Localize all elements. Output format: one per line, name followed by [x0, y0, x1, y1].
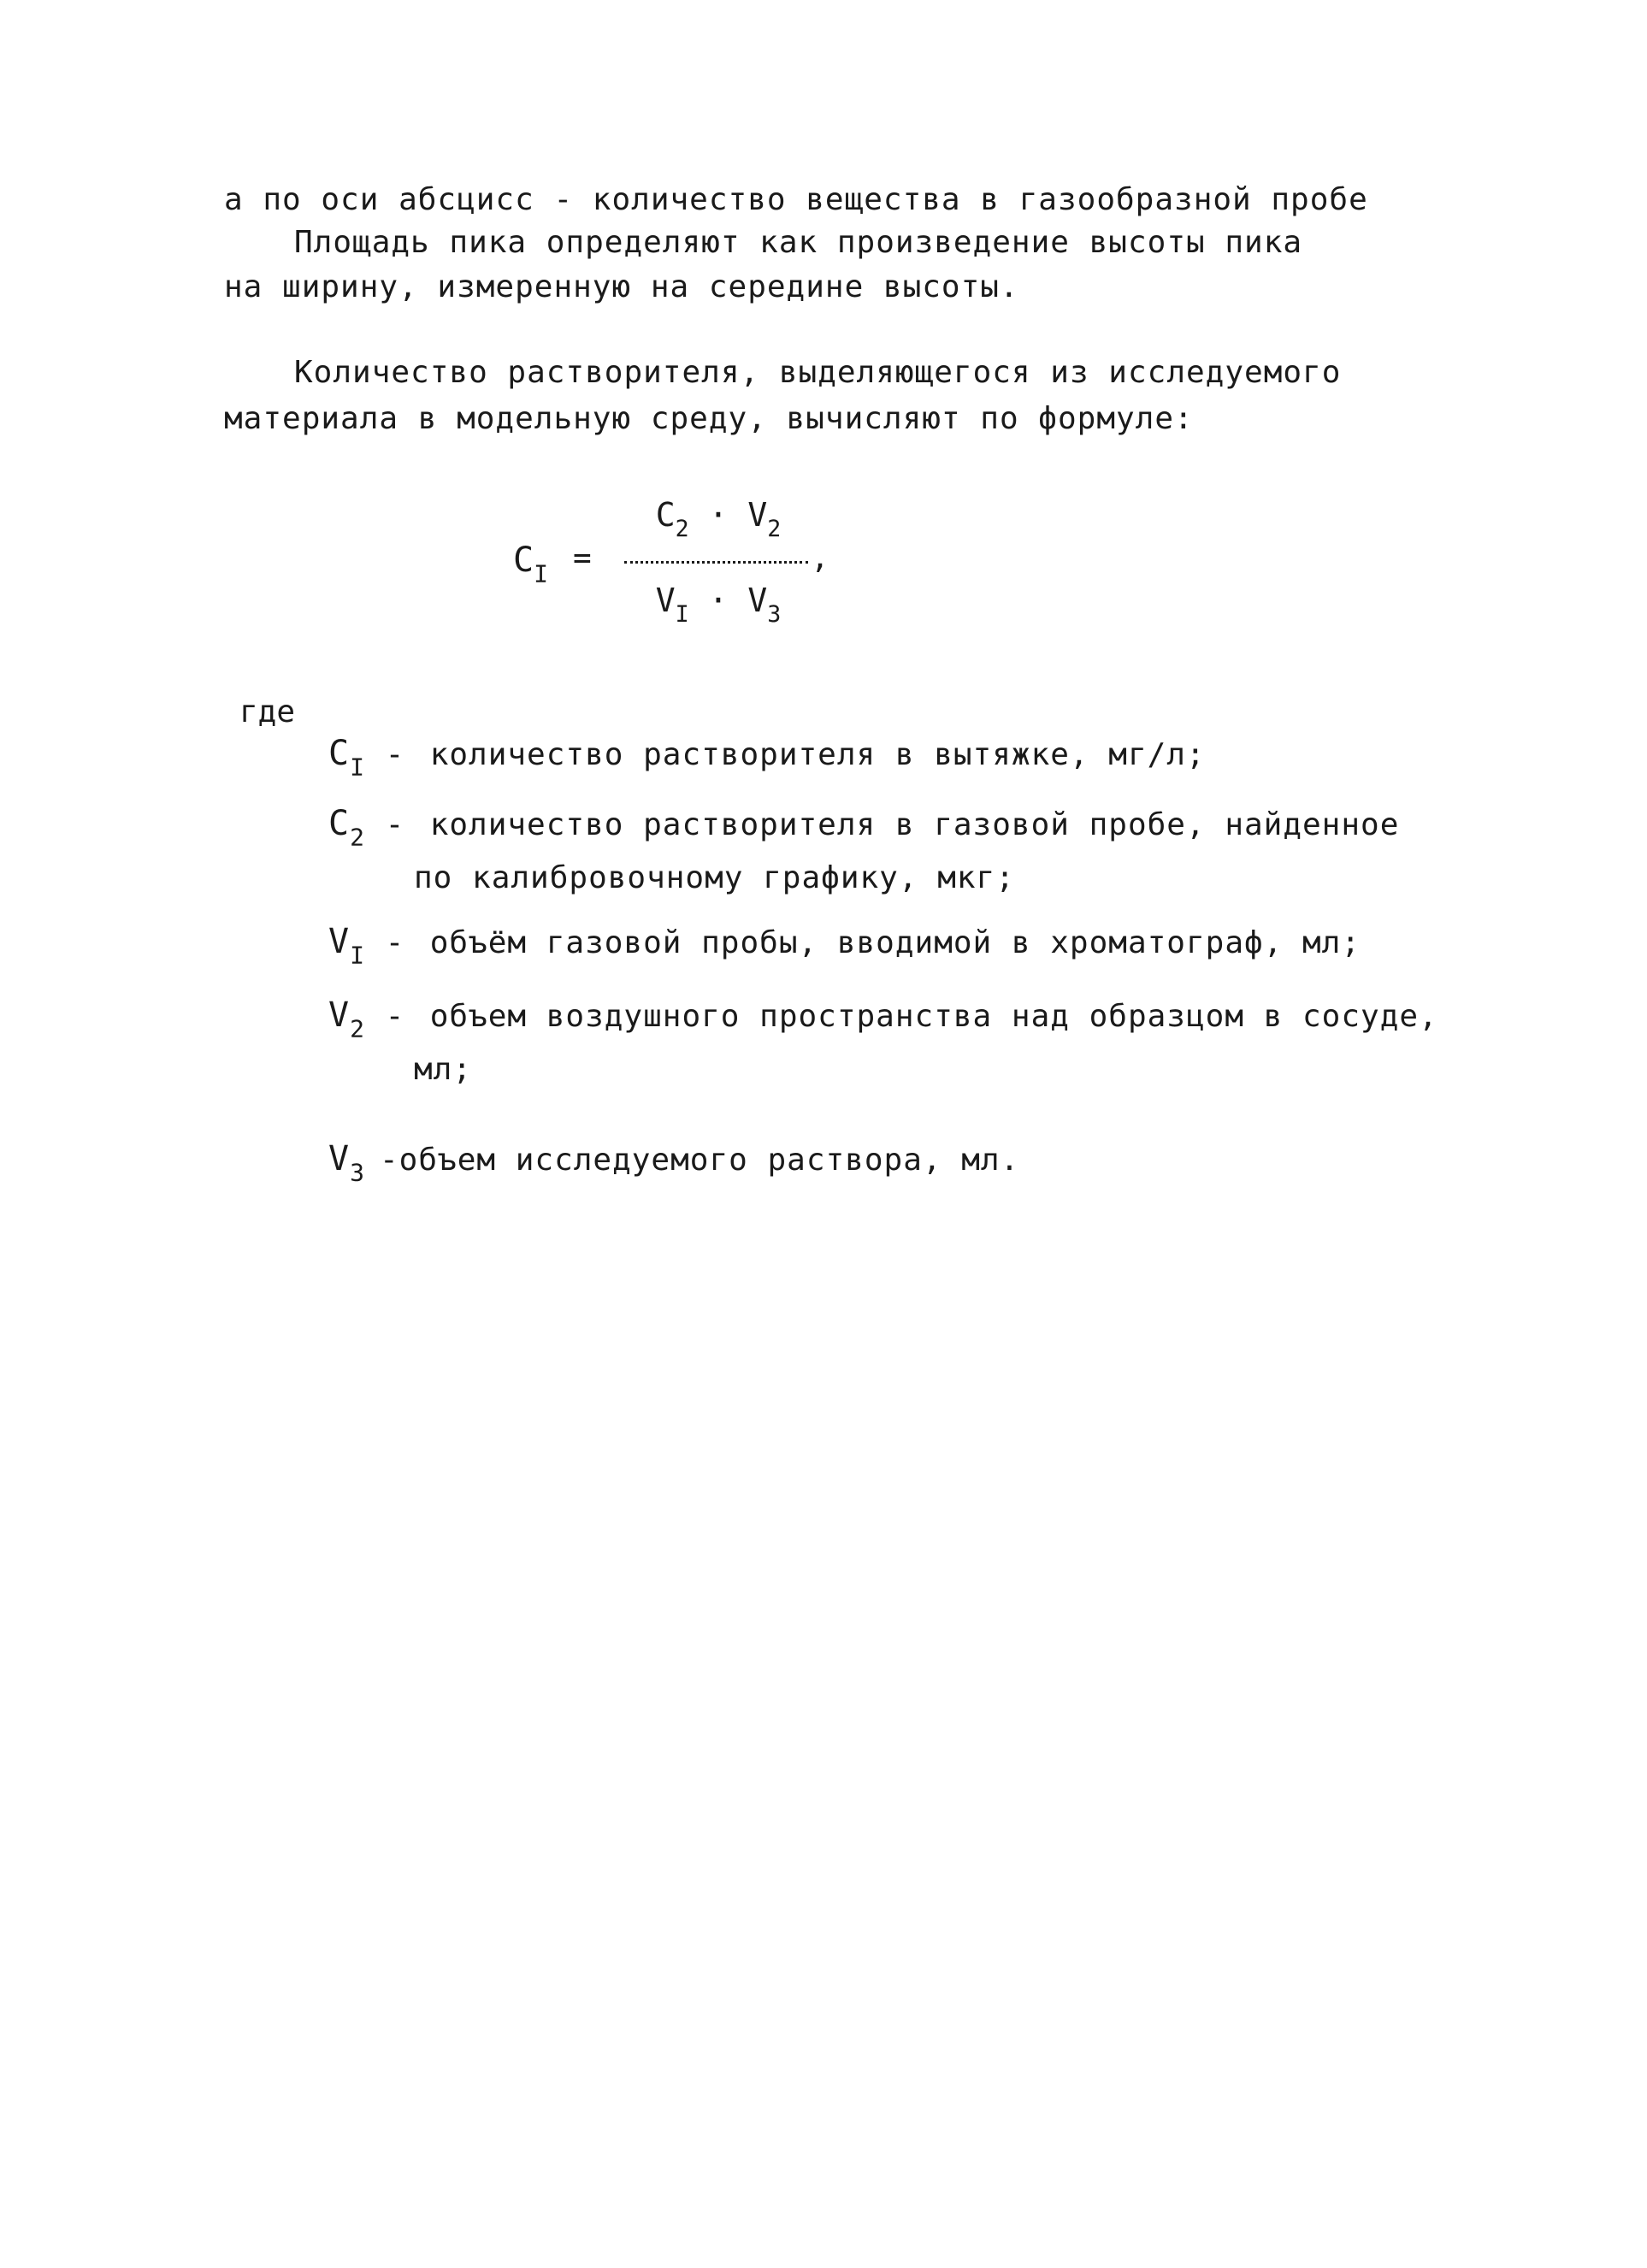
definition-v1: $V_I$ - объём газовой пробы, вводимой в хроматограф, мл; — [328, 922, 1361, 970]
formula-denominator: $V_I \cdot V_3$ — [655, 582, 782, 628]
formula-comma: , — [811, 540, 829, 576]
definition-symbol: $V_3$ — [328, 1139, 365, 1187]
formula — [513, 496, 872, 641]
text-line-width: на ширину, измеренную на середине высоты. — [224, 269, 1019, 304]
definition-text: объём газовой пробы, вводимой в хроматограф, мл; — [429, 925, 1361, 960]
text-line-abscissa: а по оси абсцисс - количество вещества в газообразной пробе — [224, 182, 1368, 217]
definition-symbol: $C_I$ — [328, 734, 365, 782]
definition-text: объем воздушного пространства над образцом в сосуде, — [429, 999, 1438, 1034]
definition-v2-continuation: мл; — [414, 1052, 473, 1087]
formula-numerator: $C_2 \cdot V_2$ — [655, 496, 782, 542]
definition-c1: $C_I$ - количество растворителя в вытяжке, мг/л; — [328, 734, 1206, 782]
definition-c2: $C_2$ - количество растворителя в газовой пробе, найденное — [328, 804, 1400, 852]
definition-v3 — [328, 1139, 1019, 1187]
definition-text: -объем исследуемого раствора, мл. — [380, 1143, 1020, 1178]
definition-text: количество растворителя в газовой пробе, найденное — [429, 807, 1400, 842]
definition-symbol: $C_2$ — [328, 804, 365, 852]
fraction-bar — [624, 561, 808, 564]
formula-lhs: $C_I$ — [513, 540, 548, 588]
where-label: где — [239, 694, 296, 729]
text-line-peak-area: Площадь пика определяют как произведение высоты пика — [294, 225, 1303, 260]
text-line-solvent-amount: Количество растворителя, выделяющегося из исследуемого — [294, 355, 1342, 390]
definition-text: количество растворителя в вытяжке, мг/л; — [429, 737, 1206, 772]
definition-c2-continuation: по калибровочному графику, мкг; — [414, 860, 1015, 895]
formula-equals: = — [573, 540, 592, 576]
definition-symbol: $V_2$ — [328, 995, 365, 1043]
definition-v2: $V_2$ - объем воздушного пространства над образцом в сосуде, — [328, 995, 1438, 1043]
definition-symbol: $V_I$ — [328, 922, 365, 970]
text-line-formula-intro: материала в модельную среду, вычисляют по формуле: — [224, 401, 1194, 436]
